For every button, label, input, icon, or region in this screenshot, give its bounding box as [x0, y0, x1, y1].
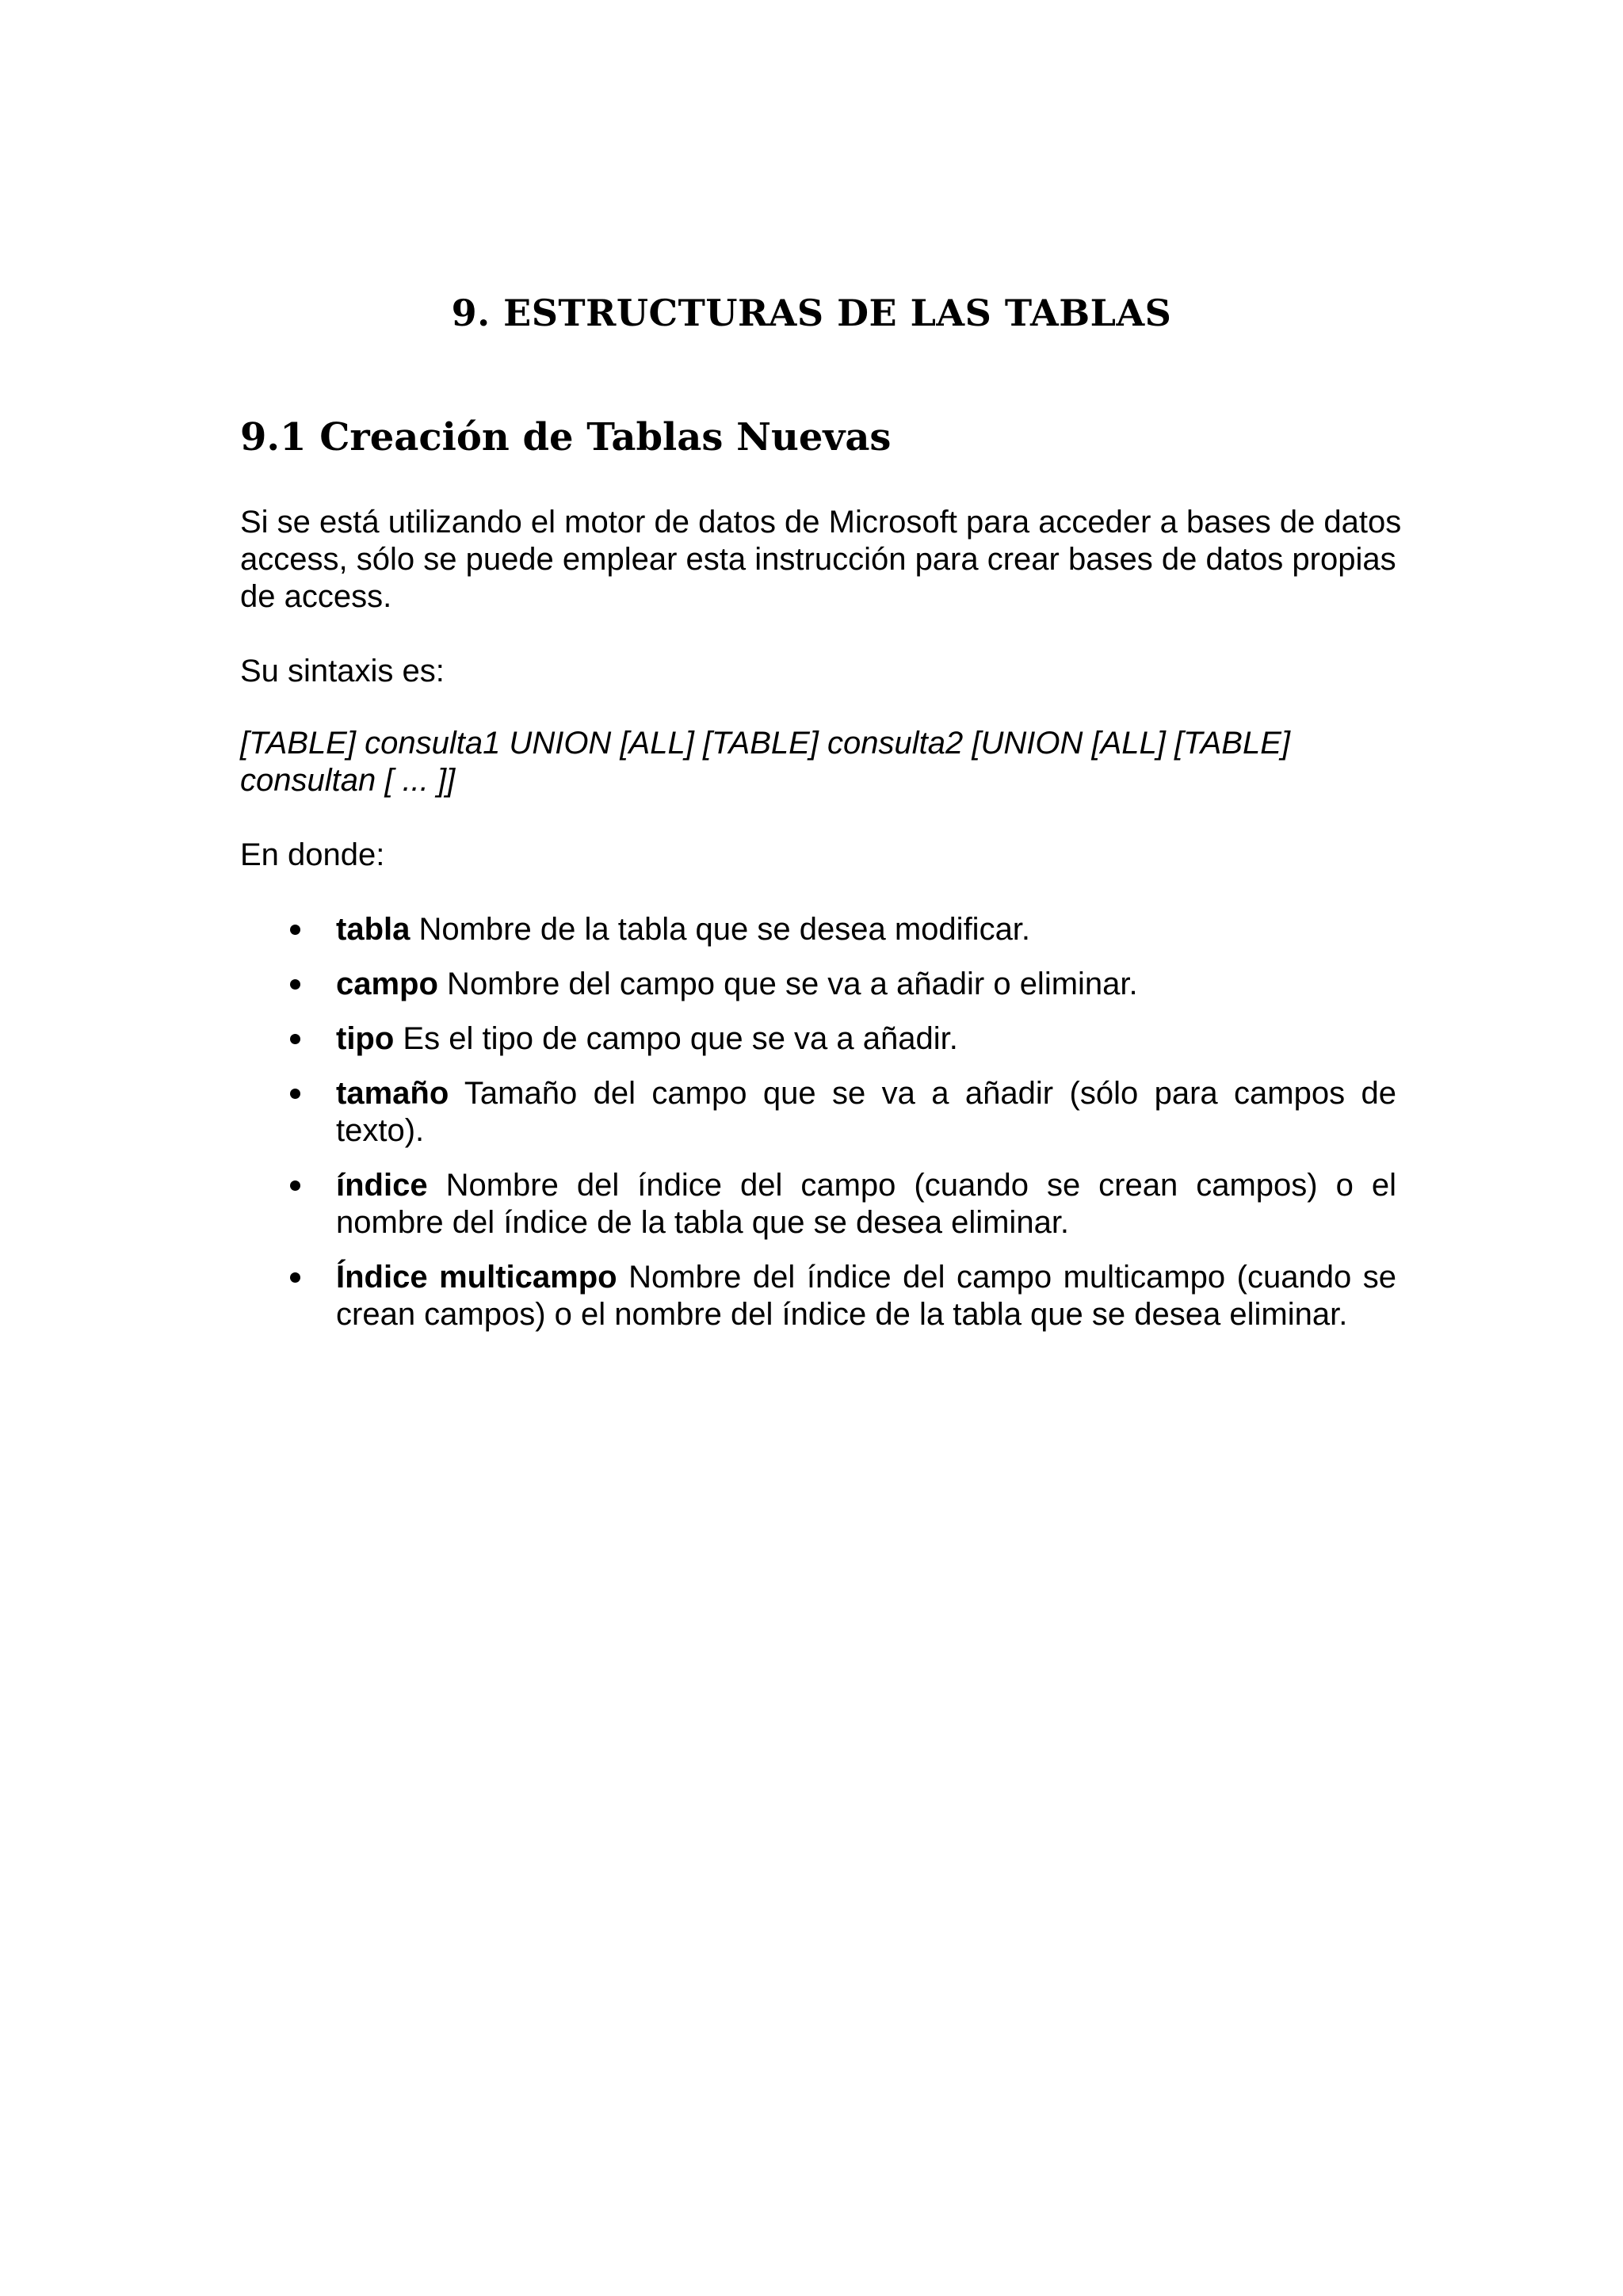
- bullet-icon: [290, 1089, 300, 1099]
- list-item: [336, 1075, 1396, 1150]
- list-item: [336, 1020, 1396, 1058]
- list-item-description: Nombre del campo que se va a añadir o eliminar.: [437, 967, 1138, 1001]
- where-label: En donde:: [240, 837, 385, 872]
- list-item-term: tamaño: [336, 1076, 449, 1111]
- list-item: [336, 911, 1396, 948]
- section-heading: 9.1 Creación de Tablas Nuevas: [240, 415, 892, 460]
- list-item: [336, 966, 1396, 1003]
- list-item-term: campo: [336, 967, 438, 1001]
- list-item-term: índice: [336, 1168, 428, 1203]
- list-item-description: Es el tipo de campo que se va a añadir.: [394, 1021, 958, 1056]
- list-item-description: Tamaño del campo que se va a añadir (sólo para campos de texto).: [336, 1076, 1396, 1148]
- list-item: [336, 1259, 1396, 1333]
- bullet-icon: [290, 1034, 300, 1044]
- list-item-term: Índice multicampo: [336, 1260, 617, 1295]
- list-item-description: Nombre del índice del campo multicampo (cuando se crean campos) o el nombre del índice de la tabla que se desea eliminar.: [336, 1260, 1396, 1332]
- list-item-description: Nombre de la tabla que se desea modificar.: [410, 912, 1031, 947]
- list-item-description: Nombre del índice del campo (cuando se crean campos) o el nombre del índice de la tabla que se desea eliminar.: [336, 1168, 1396, 1240]
- syntax-statement: [TABLE] consulta1 UNION [ALL] [TABLE] consulta2 [UNION [ALL] [TABLE] consultan [ ... ]]: [240, 726, 1290, 798]
- list-item-term: tipo: [336, 1021, 395, 1056]
- bullet-icon: [290, 1272, 300, 1283]
- intro-paragraph: Si se está utilizando el motor de datos de Microsoft para acceder a bases de datos access, sólo se puede emplear esta instrucción para crear bases de datos propias de access.: [240, 505, 1402, 614]
- list-item-term: tabla: [336, 912, 411, 947]
- page-title: 9. ESTRUCTURAS DE LAS TABLAS: [451, 292, 1172, 334]
- bullet-icon: [290, 925, 300, 935]
- definition-list: [0, 911, 1396, 1351]
- bullet-icon: [290, 979, 300, 990]
- syntax-label: Su sintaxis es:: [240, 654, 445, 688]
- list-item: [336, 1167, 1396, 1241]
- bullet-icon: [290, 1180, 300, 1191]
